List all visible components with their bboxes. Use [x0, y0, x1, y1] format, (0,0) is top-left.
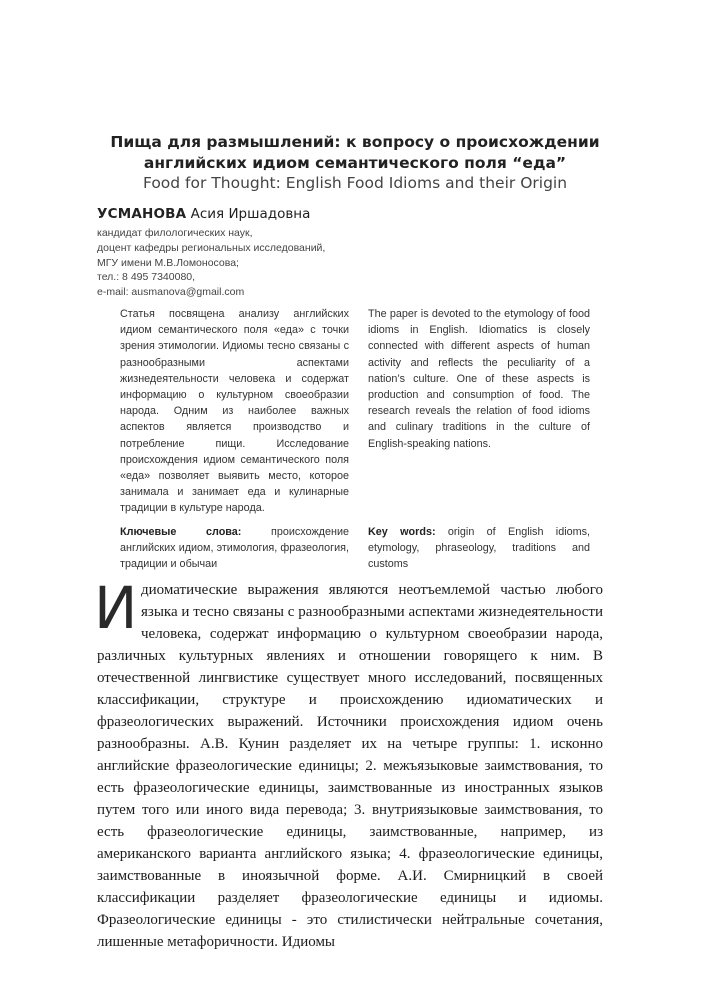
keywords-en [368, 524, 590, 572]
abstract-ru: Статья посвящена анализу английских идиом семантического поля «еда» с точки зрения этимологии. Идиомы тесно связаны с разнообразными аспектами жизнедеятельности человека и содержат информацию о культурном своеобразии народа. Одним из наиболее важных аспектов является производство и потребление пищи. Исследование происхождения идиом семантического поля «еда» позволяет выявить место, которое занимала и занимает еда и кулинарные традиции в культуре народа. [120, 308, 349, 515]
keywords-ru [120, 524, 349, 572]
keywords-en-text: origin of English idioms, etymology, phraseology, traditions and customs [368, 526, 590, 570]
author-given-names: Асия Иршадовна [190, 206, 311, 222]
article-title-en: Food for Thought: English Food Idioms and their Origin [142, 174, 568, 192]
author-name [97, 206, 310, 222]
abstract-en: The paper is devoted to the etymology of food idioms in English. Idiomatics is closely connected with different aspects of human activity and reflects the peculiarity of a nation’s culture. One of these aspects is production and consumption of food. The research reveals the relation of food idioms and culinary traditions in the culture of English-speaking nations. [368, 308, 590, 450]
keywords-en-label: Key words: [368, 526, 436, 538]
author-surname: УСМАНОВА [97, 206, 187, 222]
author-affiliation [97, 226, 427, 300]
author-degree: кандидат филологических наук, [97, 227, 253, 239]
author-organization: МГУ имени М.В.Ломоносова; [97, 256, 239, 269]
author-email: e-mail: ausmanova@gmail.com [97, 286, 245, 299]
article-title-ru: Пища для размышлений: к вопросу о происхождении английских идиом семантического поля “еда” [110, 133, 600, 172]
author-phone: тел.: 8 495 7340080, [97, 271, 196, 284]
author-position: доцент кафедры региональных исследований, [97, 241, 326, 254]
keywords-ru-text: происхождение английских идиом, этимология, фразеология, традиции и обычаи [120, 526, 349, 570]
keywords-ru-label: Ключевые слова: [120, 526, 242, 538]
body-paragraph: диоматические выражения являются неотъемлемой частью любого языка и тесно связаны с разнообразными аспектами жизнедеятельности человека, содержат информацию о культурном своеобразии народа, различных культурных явлениях и отношении говорящего к ним. В отечественной лингвистике существует много исследований, посвященных классификации, структуре и происхождению идиоматических и фразеологических выражений. Источники происхождения идиом очень разнообразны. А.В. Кунин разделяет их на четыре группы: 1. исконно английские фразеологические единицы; 2. межъязыковые заимствования, то есть фразеологические единицы, заимствованные из иностранных языков путем того или иного вида перевода; 3. внутриязыковые заимствования, то есть фразеологические единицы, заимствованные, например, из американского варианта английского языка; 4. фразеологические единицы, заимствованные в иноязычной форме. А.И. Смирницкий в своей классификации разделяет фразеологические единицы и идиомы. Фразеологические единицы - это стилистически нейтральные сочетания, лишенные метафоричности. Идиомы [97, 582, 603, 950]
drop-cap: И [94, 574, 138, 642]
